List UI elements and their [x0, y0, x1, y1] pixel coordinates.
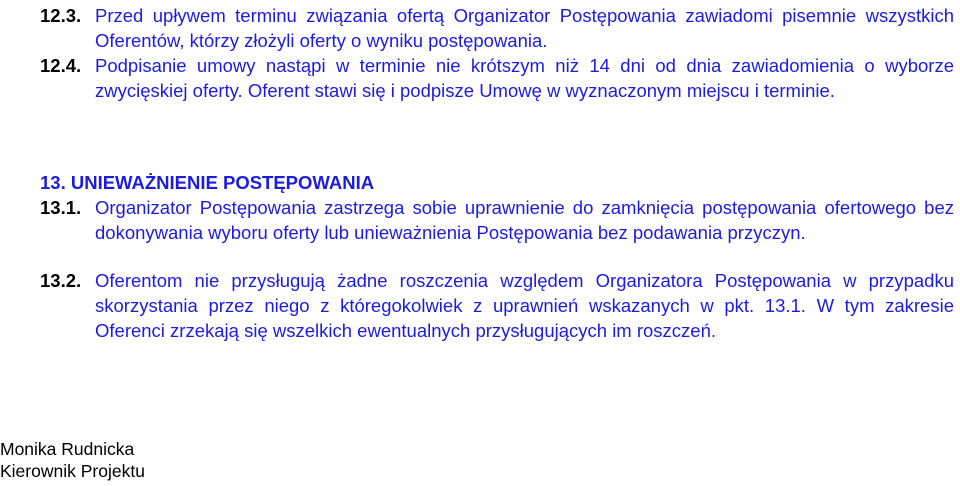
clause-12-3: [40, 3, 954, 53]
clause-number: 13.1.: [40, 197, 82, 218]
clause-13-1: [40, 195, 954, 245]
clause-12-4: [40, 53, 954, 103]
clause-number: 12.4.: [40, 55, 82, 76]
clause-text: Organizator Postępowania zastrzega sobie uprawnienie do zamknięcia postępowania ofertowego bez dokonywania wyboru oferty lub unieważnienia Postępowania bez podawania przyczyn.: [95, 197, 954, 243]
signature-role: Kierownik Projektu: [0, 461, 145, 481]
clause-text: Przed upływem terminu związania ofertą Organizator Postępowania zawiadomi pisemnie wszystkich Oferentów, którzy złożyli oferty o wyniku postępowania.: [95, 5, 954, 51]
clause-number: 13.2.: [40, 270, 82, 291]
clause-text: Podpisanie umowy nastąpi w terminie nie krótszym niż 14 dni od dnia zawiadomienia o wyborze zwycięskiej oferty. Oferent stawi się i podpisze Umowę w wyznaczonym miejscu i terminie.: [95, 55, 954, 101]
clause-number: 12.3.: [40, 5, 82, 26]
section-heading: 13. UNIEWAŻNIENIE POSTĘPOWANIA: [40, 172, 375, 193]
clause-13-2: [40, 268, 954, 343]
clause-text: Oferentom nie przysługują żadne roszczenia względem Organizatora Postępowania w przypadku skorzystania przez niego z któregokolwiek z uprawnień wskazanych w pkt. 13.1. W tym zakresie Oferenci zrzekają się wszelkich ewentualnych przysługujących im roszczeń.: [95, 270, 954, 341]
signature-name: Monika Rudnicka: [0, 439, 135, 459]
